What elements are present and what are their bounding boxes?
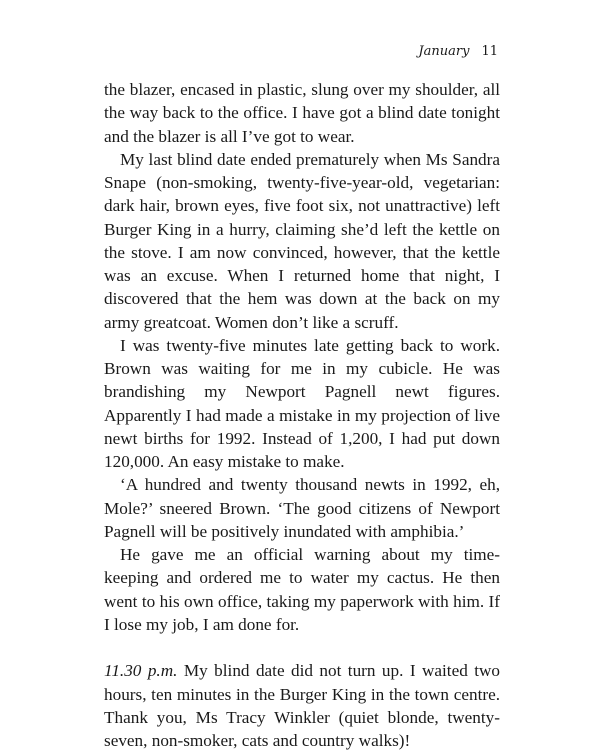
diary-entry — [104, 659, 500, 752]
diary-entry-text: My blind date did not turn up. I waited two hours, ten minutes in the Burger King in the town centre. Thank you, Ms Tracy Winkler (quiet blonde, twenty-seven, non-smoker, cats and country walks)! — [104, 661, 501, 750]
paragraph-brown-quote: ‘A hundred and twenty thousand newts in 1992, eh, Mole?’ sneered Brown. ‘The good citizens of Newport Pagnell will be positively inundated with amphibia.’ — [104, 475, 500, 541]
page-number: 11 — [481, 44, 498, 59]
paragraph-continuation: the blazer, encased in plastic, slung over my shoulder, all the way back to the office. I have got a blind date tonight and the blazer is all I’ve got to wear. — [104, 80, 500, 146]
running-head — [418, 44, 498, 60]
paragraph-late-to-work: I was twenty-five minutes late getting back to work. Brown was waiting for me in my cubicle. He was brandishing my Newport Pagnell newt figures. Apparently I had made a mistake in my projection of live newt births for 1992. Instead of 1,200, I had put down 120,000. An easy mistake to make. — [104, 335, 500, 471]
diary-entry-timestamp: 11.30 p.m. — [104, 661, 178, 681]
book-page — [104, 0, 500, 750]
body-text — [104, 78, 500, 752]
paragraph-blind-date-sandra: My last blind date ended prematurely when Ms Sandra Snape (non-smoking, twenty-five-year-old, vegetarian: dark hair, brown eyes, five foot six, not unattractive) left Burger King in a hurry, claiming she’d left the kettle on the stove. I am now convinced, however, that the kettle was an excuse. When I returned home that night, I discovered that the hem was down at the back on my army greatcoat. Women don’t like a scruff. — [104, 149, 500, 332]
running-head-title: January — [418, 44, 470, 59]
paragraph-official-warning: He gave me an official warning about my time-keeping and ordered me to water my cactus. He then went to his own office, taking my paperwork with him. If I lose my job, I am done for. — [104, 545, 500, 634]
